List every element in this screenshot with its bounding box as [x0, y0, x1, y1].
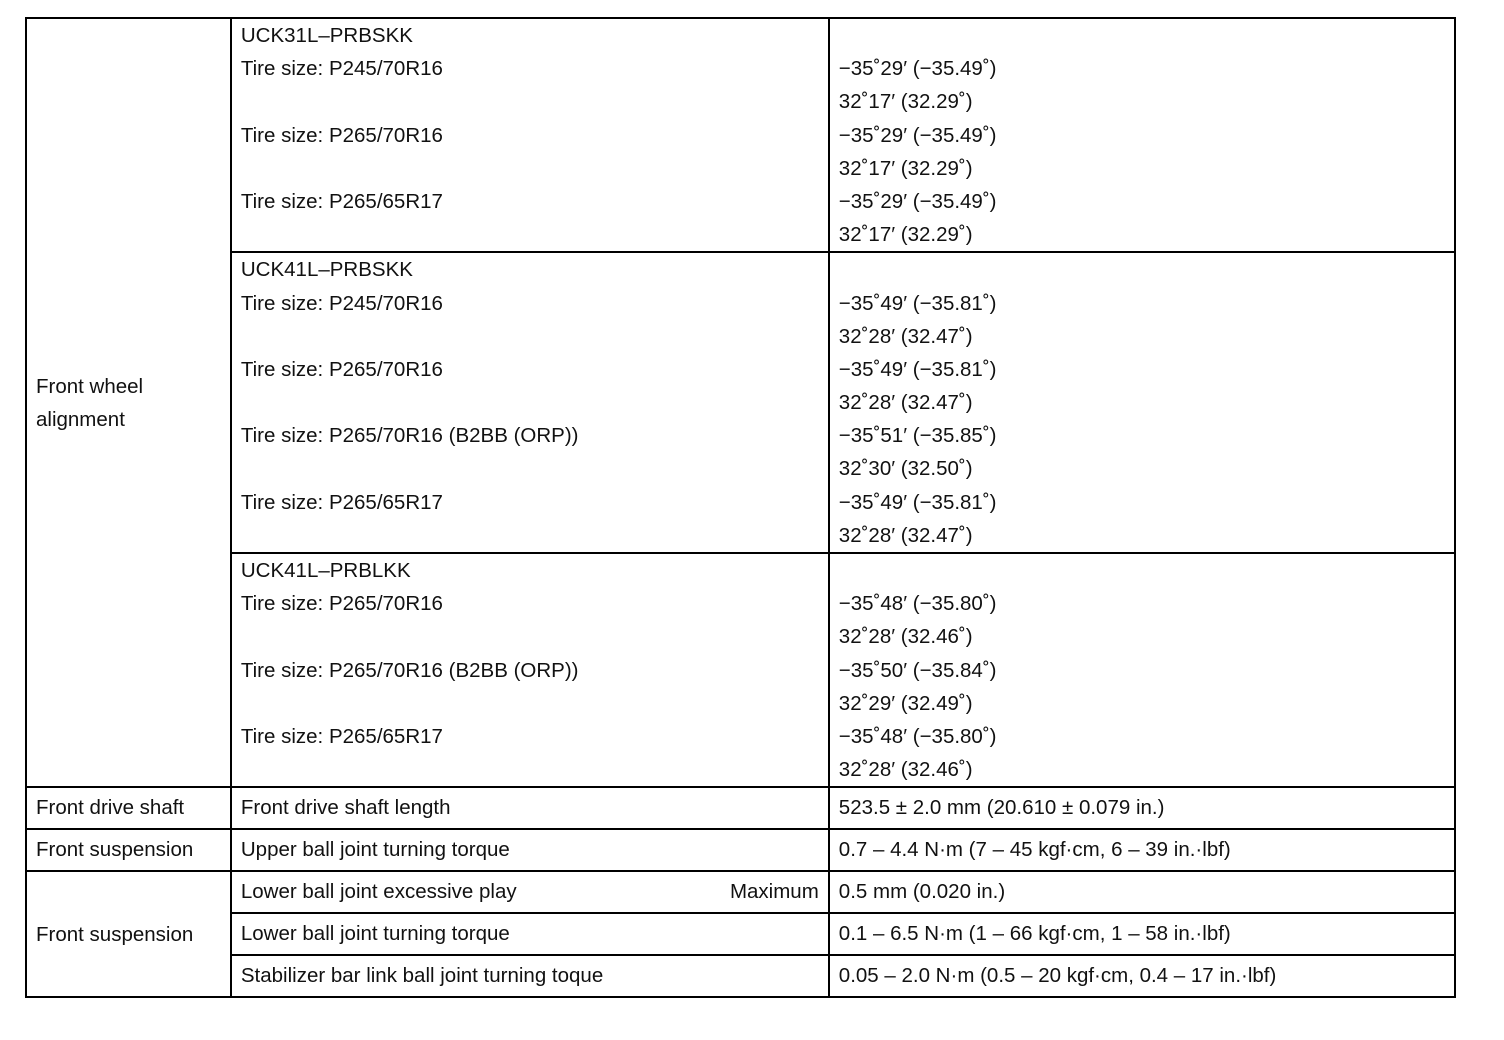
tire-size-label: Tire size: P265/70R16	[240, 123, 443, 147]
table-row	[26, 787, 1455, 829]
tire-size-label: Tire size: P265/65R17	[240, 189, 443, 213]
value-cell: 0.5 mm (0.020 in.)	[829, 871, 1455, 913]
table-row	[26, 252, 1455, 553]
item-cell: Front drive shaft length	[231, 787, 829, 829]
model-code: UCK31L–PRBSKK	[240, 24, 413, 47]
model-block-cell	[231, 18, 829, 252]
table-row	[26, 871, 1455, 913]
table-row	[26, 829, 1455, 871]
inside-angle-value: −35˚50′ (−35.84˚)	[838, 658, 997, 682]
value-cell: 0.1 – 6.5 N·m (1 – 66 kgf·cm, 1 – 58 in.·lbf)	[829, 913, 1455, 955]
tire-size-label: Tire size: P265/70R16	[240, 357, 443, 381]
category-label-line: Front wheel	[36, 374, 144, 398]
inside-angle-value: −35˚48′ (−35.80˚)	[838, 592, 997, 616]
tire-size-label: Tire size: P265/70R16	[240, 592, 443, 616]
category-cell-front-wheel-alignment	[26, 18, 231, 787]
angle-values-cell	[829, 553, 1455, 787]
category-cell-front-drive-shaft: Front drive shaft	[26, 787, 231, 829]
inside-angle-value: −35˚49′ (−35.81˚)	[838, 490, 997, 514]
item-cell: Upper ball joint turning torque	[231, 829, 829, 871]
value-cell: 523.5 ± 2.0 mm (20.610 ± 0.079 in.)	[829, 787, 1455, 829]
outside-angle-value: 32˚17′ (32.29˚)	[838, 223, 973, 247]
inside-angle-value: −35˚48′ (−35.80˚)	[838, 724, 997, 748]
category-cell-front-suspension: Front suspension	[26, 829, 231, 871]
maximum-qualifier: Maximum	[729, 880, 819, 904]
outside-angle-value: 32˚28′ (32.47˚)	[838, 391, 973, 415]
outside-angle-value: 32˚28′ (32.46˚)	[838, 625, 973, 649]
tire-size-label: Tire size: P245/70R16	[240, 57, 443, 81]
inside-angle-value: −35˚29′ (−35.49˚)	[838, 57, 997, 81]
specification-table	[25, 17, 1456, 998]
model-code: UCK41L–PRBLKK	[240, 559, 411, 582]
table-row	[26, 553, 1455, 787]
tire-size-label: Tire size: P245/70R16	[240, 291, 443, 315]
tire-size-label: Tire size: P265/70R16 (B2BB (ORP))	[240, 424, 579, 448]
item-cell: Lower ball joint turning torque	[231, 913, 829, 955]
outside-angle-value: 32˚30′ (32.50˚)	[838, 457, 973, 481]
value-cell: 0.7 – 4.4 N·m (7 – 45 kgf·cm, 6 – 39 in.·lbf)	[829, 829, 1455, 871]
inside-angle-value: −35˚29′ (−35.49˚)	[838, 189, 997, 213]
value-cell: 0.05 – 2.0 N·m (0.5 – 20 kgf·cm, 0.4 – 17 in.·lbf)	[829, 955, 1455, 997]
model-block-cell	[231, 553, 829, 787]
outside-angle-value: 32˚17′ (32.29˚)	[838, 156, 973, 180]
inside-angle-value: −35˚51′ (−35.85˚)	[838, 424, 997, 448]
outside-angle-value: 32˚29′ (32.49˚)	[838, 691, 973, 715]
item-cell: Stabilizer bar link ball joint turning toque	[231, 955, 829, 997]
inside-angle-value: −35˚29′ (−35.49˚)	[838, 123, 997, 147]
tire-size-label: Tire size: P265/65R17	[240, 490, 443, 514]
item-cell	[231, 871, 829, 913]
angle-values-cell	[829, 18, 1455, 252]
inside-angle-value: −35˚49′ (−35.81˚)	[838, 357, 997, 381]
table-row	[26, 913, 1455, 955]
table-row	[26, 18, 1455, 252]
outside-angle-value: 32˚28′ (32.46˚)	[838, 758, 973, 782]
model-block-cell	[231, 252, 829, 553]
tire-size-label: Tire size: P265/65R17	[240, 724, 443, 748]
table-row	[26, 955, 1455, 997]
outside-angle-value: 32˚28′ (32.47˚)	[838, 324, 973, 348]
item-label: Lower ball joint excessive play	[240, 880, 517, 904]
angle-values-cell	[829, 252, 1455, 553]
inside-angle-value: −35˚49′ (−35.81˚)	[838, 291, 997, 315]
outside-angle-value: 32˚28′ (32.47˚)	[838, 523, 973, 547]
model-code: UCK41L–PRBSKK	[240, 258, 413, 282]
outside-angle-value: 32˚17′ (32.29˚)	[838, 90, 973, 114]
category-cell-front-suspension: Front suspension	[26, 871, 231, 997]
category-label-line: alignment	[36, 407, 125, 431]
tire-size-label: Tire size: P265/70R16 (B2BB (ORP))	[240, 658, 579, 682]
